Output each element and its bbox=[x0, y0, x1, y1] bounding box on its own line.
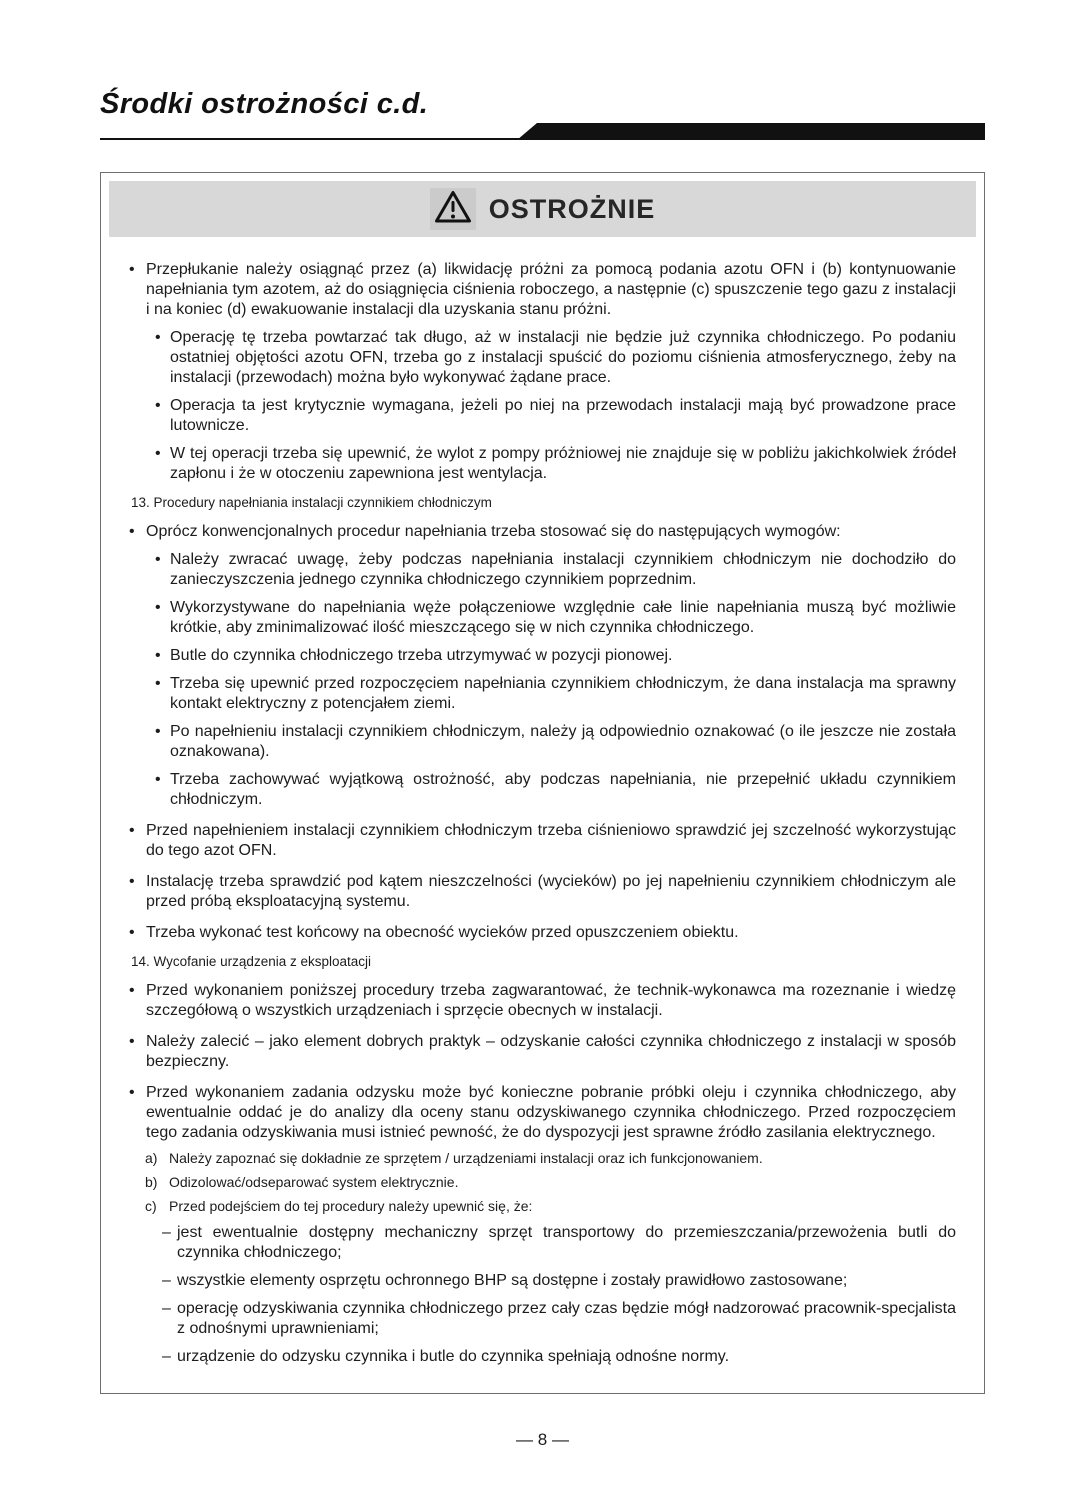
item-marker: • bbox=[129, 261, 135, 278]
list-item bbox=[155, 646, 956, 666]
item-marker: • bbox=[129, 982, 135, 999]
item-marker: b) bbox=[145, 1174, 158, 1190]
list-item-text: urządzenie do odzysku czynnika i butle do czynnika spełniają odnośne normy. bbox=[177, 1348, 730, 1365]
list-item bbox=[129, 821, 956, 861]
list-item bbox=[155, 722, 956, 762]
list-item-text: Przed podejściem do tej procedury należy upewnić się, że: bbox=[169, 1198, 533, 1214]
item-marker: • bbox=[129, 1084, 135, 1101]
section-heading bbox=[131, 953, 956, 970]
list-item-text: Trzeba wykonać test końcowy na obecność wycieków przed opuszczeniem obiektu. bbox=[146, 924, 739, 941]
item-marker: – bbox=[162, 1300, 171, 1317]
list-item-text: Przed napełnieniem instalacji czynnikiem chłodniczym trzeba ciśnieniowo sprawdzić jej szczelność wykorzystując do tego azot OFN. bbox=[146, 822, 956, 859]
list-item bbox=[129, 260, 956, 320]
list-item bbox=[129, 923, 956, 943]
list-item bbox=[145, 1197, 956, 1215]
list-item bbox=[129, 981, 956, 1021]
section-heading bbox=[131, 494, 956, 511]
list-item bbox=[129, 1032, 956, 1072]
caution-box bbox=[100, 172, 985, 1394]
item-marker: • bbox=[155, 599, 161, 616]
list-item bbox=[129, 522, 956, 542]
list-item bbox=[129, 872, 956, 912]
item-marker: • bbox=[129, 924, 135, 941]
list-item-text: wszystkie elementy osprzętu ochronnego BHP są dostępne i zostały prawidłowo zastosowane; bbox=[177, 1272, 848, 1289]
item-marker: • bbox=[129, 873, 135, 890]
list-item bbox=[162, 1271, 956, 1291]
item-marker: – bbox=[162, 1272, 171, 1289]
item-marker: a) bbox=[145, 1150, 158, 1166]
list-item-text: jest ewentualnie dostępny mechaniczny sprzęt transportowy do przemieszczania/przewożenia butli do czynnika chłodniczego; bbox=[177, 1224, 956, 1261]
list-item-text: Przed wykonaniem zadania odzysku może być konieczne pobranie próbki oleju i czynnika chłodniczego, aby ewentualnie oddać je do analizy dla oceny stanu odzyskiwanego czynnika chłodniczego. Przed rozpoczęciem tego zadania odzyskiwania musi istnieć pewność, że do dyspozycji jest sprawne źródło zasilania elektrycznego. bbox=[146, 1084, 956, 1141]
list-item-text: Oprócz konwencjonalnych procedur napełniania trzeba stosować się do następujących wymogów: bbox=[146, 523, 841, 540]
list-item bbox=[155, 674, 956, 714]
item-marker: • bbox=[129, 822, 135, 839]
item-marker: c) bbox=[145, 1198, 157, 1214]
list-item-text: operację odzyskiwania czynnika chłodniczego przez cały czas będzie mógł nadzorować pracownik-specjalista z odnośnymi uprawnieniami; bbox=[177, 1300, 956, 1337]
list-item-text: Butle do czynnika chłodniczego trzeba utrzymywać w pozycji pionowej. bbox=[170, 647, 673, 664]
page-number: — 8 — bbox=[516, 1430, 569, 1449]
item-marker: • bbox=[155, 723, 161, 740]
list-item-text: Należy zalecić – jako element dobrych praktyk – odzyskanie całości czynnika chłodniczego z instalacji w sposób bezpieczny. bbox=[146, 1033, 956, 1070]
list-item bbox=[155, 598, 956, 638]
list-item-text: 13. Procedury napełniania instalacji czynnikiem chłodniczym bbox=[131, 495, 492, 510]
list-item-text: Trzeba się upewnić przed rozpoczęciem napełniania czynnikiem chłodniczym, że dana instalacja ma sprawny kontakt elektryczny z potencjałem ziemi. bbox=[170, 675, 956, 712]
list-item-text: Po napełnieniu instalacji czynnikiem chłodniczym, należy ją odpowiednio oznakować (o ile jeszcze nie została oznakowana). bbox=[170, 723, 956, 760]
list-item bbox=[155, 328, 956, 388]
list-item-text: 14. Wycofanie urządzenia z eksploatacji bbox=[131, 954, 372, 969]
list-item-text: Wykorzystywane do napełniania węże połączeniowe względnie całe linie napełniania muszą być możliwie krótkie, aby zminimalizować ilość mieszczącego się w nich czynnika chłodniczego. bbox=[170, 599, 956, 636]
title-underline bbox=[100, 138, 985, 140]
caution-header bbox=[109, 181, 976, 237]
list-item bbox=[155, 550, 956, 590]
list-item-text: Trzeba zachowywać wyjątkową ostrożność, aby podczas napełniania, nie przepełnić układu czynnikiem chłodniczym. bbox=[170, 771, 956, 808]
item-marker: • bbox=[129, 523, 135, 540]
item-marker: • bbox=[129, 1033, 135, 1050]
list-item bbox=[145, 1149, 956, 1167]
caution-title: OSTROŻNIE bbox=[488, 193, 656, 224]
page-header bbox=[100, 88, 985, 132]
item-marker: • bbox=[155, 647, 161, 664]
list-item bbox=[129, 1083, 956, 1143]
warning-triangle-icon bbox=[434, 190, 472, 229]
list-item-text: Przepłukanie należy osiągnąć przez (a) likwidację próżni za pomocą podania azotu OFN i (b) kontynuowanie napełniania tym azotem, aż do osiągnięcia ciśnienia roboczego, a następnie (c) spuszczenie tego gazu z instalacji i na koniec (d) ewakuowanie instalacji dla uzyskania stanu próżni. bbox=[146, 261, 956, 318]
item-marker: • bbox=[155, 445, 161, 462]
list-item-text: Operacja ta jest krytycznie wymagana, jeżeli po niej na przewodach instalacji mają być prowadzone prace lutownicze. bbox=[170, 397, 956, 434]
list-item-text: Przed wykonaniem poniższej procedury trzeba zagwarantować, że technik-wykonawca ma rozeznanie i wiedzę szczegółową o wszystkich urządzeniach i sprzęcie obecnych w instalacji. bbox=[146, 982, 956, 1019]
item-marker: – bbox=[162, 1348, 171, 1365]
list-item bbox=[155, 770, 956, 810]
list-item-text: Odizolować/odseparować system elektrycznie. bbox=[169, 1174, 459, 1190]
item-marker: • bbox=[155, 329, 161, 346]
list-item-text: Instalację trzeba sprawdzić pod kątem nieszczelności (wycieków) po jej napełnieniu czynnikiem chłodniczym ale przed próbą eksploatacyjną systemu. bbox=[146, 873, 956, 910]
list-item bbox=[162, 1223, 956, 1263]
list-item-text: Operację tę trzeba powtarzać tak długo, aż w instalacji nie będzie już czynnika chłodniczego. Po podaniu ostatniej objętości azotu OFN, trzeba go z instalacji spuścić do poziomu ciśnienia atmosferycznego, żeby na instalacji (przewodach) można było wykonywać żądane prace. bbox=[170, 329, 956, 386]
item-marker: – bbox=[162, 1224, 171, 1241]
list-item bbox=[155, 396, 956, 436]
list-item-text: W tej operacji trzeba się upewnić, że wylot z pompy próżniowej nie znajduje się w pobliżu jakichkolwiek źródeł zapłonu i że w otoczeniu zapewniona jest wentylacja. bbox=[170, 445, 956, 482]
item-marker: • bbox=[155, 551, 161, 568]
item-marker: • bbox=[155, 675, 161, 692]
warning-icon-patch bbox=[430, 188, 476, 230]
item-marker: • bbox=[155, 397, 161, 414]
list-item bbox=[155, 444, 956, 484]
list-item bbox=[162, 1347, 956, 1367]
precautions-list bbox=[109, 237, 976, 1367]
list-item bbox=[162, 1299, 956, 1339]
list-item-text: Należy zwracać uwagę, żeby podczas napełniania instalacji czynnikiem chłodniczym nie dochodziło do zanieczyszczenia jednego czynnika chłodniczego czynnikiem poprzednim. bbox=[170, 551, 956, 588]
list-item-text: Należy zapoznać się dokładnie ze sprzętem / urządzeniami instalacji oraz ich funkcjonowaniem. bbox=[169, 1150, 763, 1166]
page-title: Środki ostrożności c.d. bbox=[100, 88, 429, 120]
list-item bbox=[145, 1173, 956, 1191]
item-marker: • bbox=[155, 771, 161, 788]
